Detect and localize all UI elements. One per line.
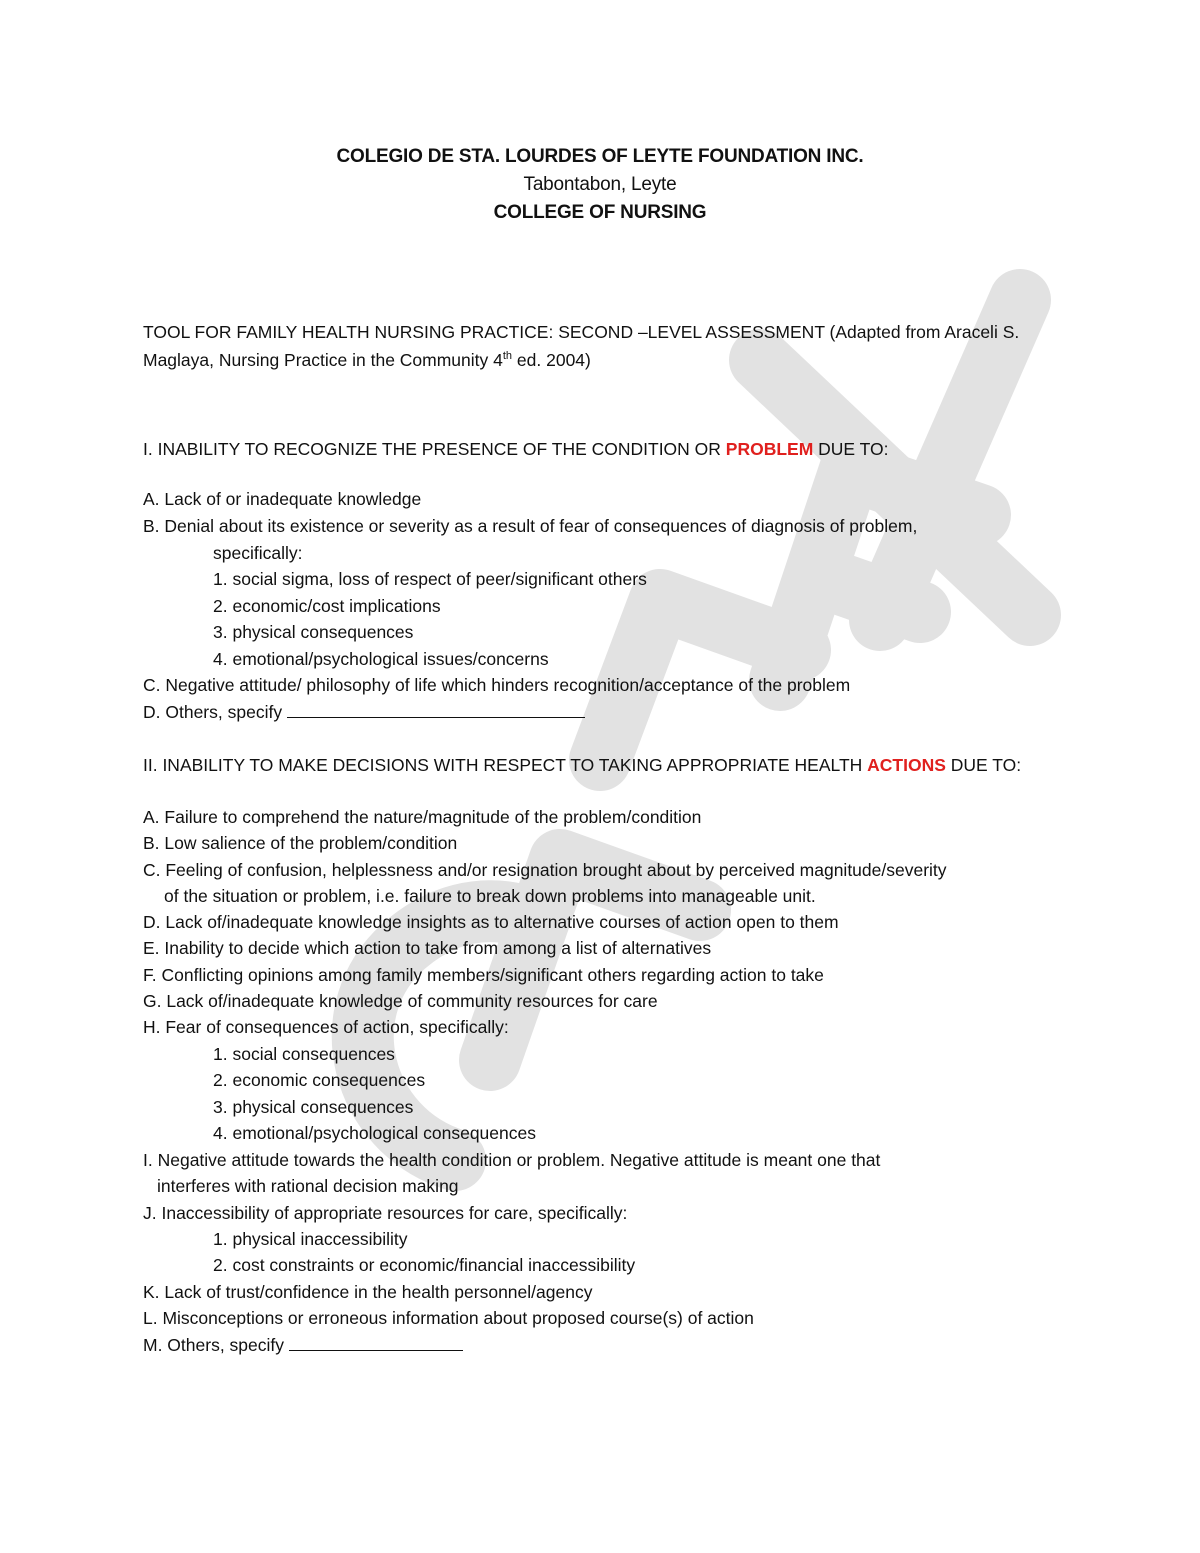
tool-title-superscript: th xyxy=(502,350,513,363)
section1-heading-text: I. INABILITY TO RECOGNIZE THE PRESENCE OF THE CONDITION OR xyxy=(143,439,726,459)
section2-item-i-cont: interferes with rational decision making xyxy=(157,1176,459,1196)
section2-item-h: H. Fear of consequences of action, specifically: xyxy=(143,1017,509,1037)
specify-blank-field[interactable] xyxy=(287,701,585,718)
section1-b-subitem: 4. emotional/psychological issues/concerns xyxy=(213,649,549,669)
section2-item-i: I. Negative attitude towards the health condition or problem. Negative attitude is meant one that xyxy=(143,1150,881,1170)
institution-name: COLEGIO DE STA. LOURDES OF LEYTE FOUNDATION INC. xyxy=(336,146,864,167)
section1-item-b: B. Denial about its existence or severity as a result of fear of consequences of diagnosis of problem, xyxy=(143,516,918,536)
section1-b-subitem: 2. economic/cost implications xyxy=(213,596,441,616)
document-header xyxy=(0,143,1200,227)
section2-item-m-label: M. Others, specify xyxy=(143,1335,289,1355)
tool-title-edition: ed. 2004) xyxy=(512,350,591,370)
section2-heading-end: DUE TO: xyxy=(945,755,1022,775)
section1-b-subitem: 1. social sigma, loss of respect of peer/significant others xyxy=(213,569,647,589)
section2-h-subitem: 4. emotional/psychological consequences xyxy=(213,1123,536,1143)
section1-b-subitem: 3. physical consequences xyxy=(213,622,414,642)
section2-h-subitem: 2. economic consequences xyxy=(213,1070,426,1090)
section1-item-d xyxy=(143,701,585,723)
section2-item-g: G. Lack of/inadequate knowledge of community resources for care xyxy=(143,991,658,1011)
section1-item-c: C. Negative attitude/ philosophy of life which hinders recognition/acceptance of the problem xyxy=(143,675,851,695)
watermark-letter-f xyxy=(780,470,980,680)
section2-item-l: L. Misconceptions or erroneous information about proposed course(s) of action xyxy=(143,1308,754,1328)
section2-item-e: E. Inability to decide which action to take from among a list of alternatives xyxy=(143,938,712,958)
section2-item-k: K. Lack of trust/confidence in the health personnel/agency xyxy=(143,1282,593,1302)
section2-item-b: B. Low salience of the problem/condition xyxy=(143,833,458,853)
tool-title xyxy=(143,318,1063,374)
section2-item-j: J. Inaccessibility of appropriate resources for care, specifically: xyxy=(143,1203,628,1223)
college-name: COLLEGE OF NURSING xyxy=(493,202,707,223)
section2-item-a: A. Failure to comprehend the nature/magnitude of the problem/condition xyxy=(143,807,702,827)
section2-h-subitem: 3. physical consequences xyxy=(213,1097,414,1117)
section1-heading-end: DUE TO: xyxy=(813,439,889,459)
tool-title-text: TOOL FOR FAMILY HEALTH NURSING PRACTICE: SECOND –LEVEL ASSESSMENT (Adapted from Araceli S. Maglaya, Nursing Practice in the Community 4 xyxy=(143,322,1020,370)
section2-item-c: C. Feeling of confusion, helplessness and/or resignation brought about by perceived magnitude/severity xyxy=(143,860,947,880)
watermark-stroke xyxy=(760,360,1030,615)
section1-heading-highlight: PROBLEM xyxy=(725,439,814,459)
section2-item-m xyxy=(143,1334,463,1356)
specify-blank-field[interactable] xyxy=(289,1334,463,1351)
section2-item-d: D. Lack of/inadequate knowledge insights as to alternative courses of action open to them xyxy=(143,912,839,932)
section2-item-f: F. Conflicting opinions among family members/significant others regarding action to take xyxy=(143,965,824,985)
section2-j-subitem: 1. physical inaccessibility xyxy=(213,1229,408,1249)
section2-item-c-cont: of the situation or problem, i.e. failure to break down problems into manageable unit. xyxy=(164,886,816,906)
section2-heading-highlight: ACTIONS xyxy=(867,755,946,775)
section1-item-a: A. Lack of or inadequate knowledge xyxy=(143,489,422,509)
section1-heading xyxy=(143,438,889,460)
section1-item-d-label: D. Others, specify xyxy=(143,702,287,722)
section2-h-subitem: 1. social consequences xyxy=(213,1044,395,1064)
section2-heading-text: II. INABILITY TO MAKE DECISIONS WITH RESPECT TO TAKING APPROPRIATE HEALTH xyxy=(143,755,868,775)
section1-item-b-cont: specifically: xyxy=(213,543,303,563)
institution-location: Tabontabon, Leyte xyxy=(523,174,677,195)
section2-j-subitem: 2. cost constraints or economic/financial inaccessibility xyxy=(213,1255,636,1275)
section2-heading xyxy=(143,754,1021,776)
